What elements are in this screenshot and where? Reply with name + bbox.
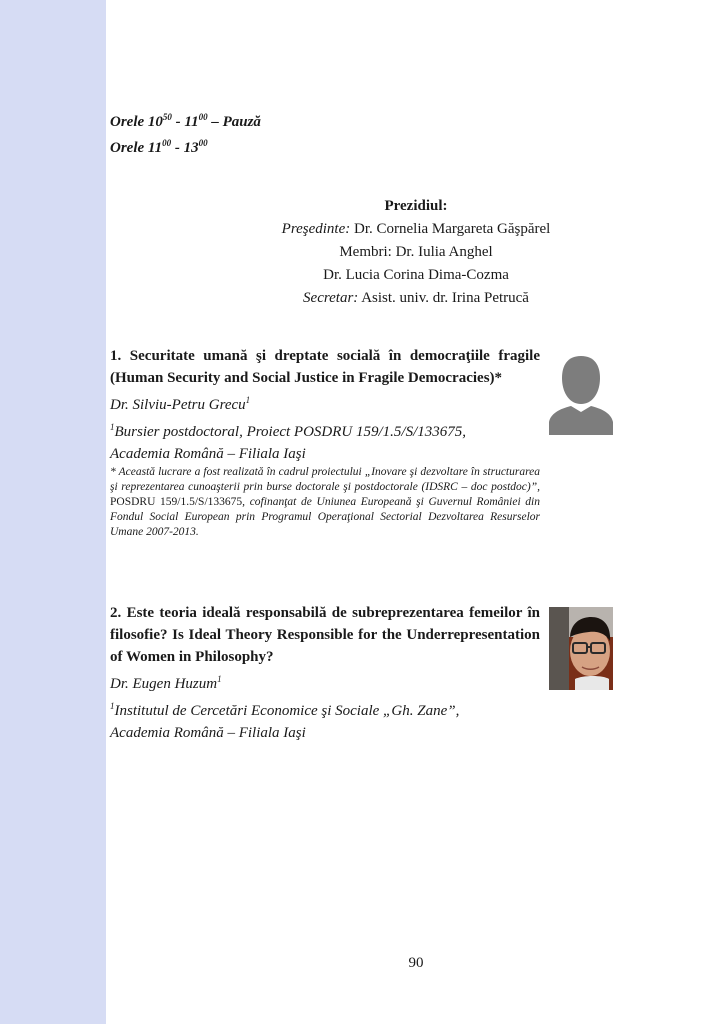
funding-footnote: * Această lucrare a fost realizată în cadrul proiectului „Inovare şi dezvoltare în structurarea şi reprezentarea cunoaşterii prin burse doctorale şi postdoctorale (IDSRC – doc postdoc)”, POSDRU 159/1.5/S/133675, cofinanţat de Uniunea Europeană şi Guvernul României din Fondul Social European prin Programul Operaţional Sectorial Dezvoltarea Resurselor Umane 2007-2013. [110, 466, 540, 538]
talk-affiliation: $^1$Institutul de Cercetări Economice şi Sociale „Gh. Zane”, Academia Română – Filiala Iaşi [110, 701, 460, 741]
document-page [106, 0, 726, 1024]
member-line-2: Dr. Lucia Corina Dima-Cozma [323, 267, 509, 283]
author-photo [549, 607, 613, 690]
talk-author: Dr. Eugen Huzum$^1$ [110, 674, 222, 692]
talk-item-1 [110, 345, 540, 540]
secretary-line: Secretar: Asist. univ. dr. Irina Petrucă [303, 290, 529, 306]
members-line: Membri: Dr. Iulia Anghel [339, 244, 493, 260]
session-time-line: Orele $11^{00} - 13^{00}$ [110, 138, 208, 156]
schedule-times [110, 107, 261, 159]
talk-title: 1. Securitate umană şi dreptate socială în democraţiile fragile (Human Security and Social Justice in Fragile Democracies)* [110, 348, 540, 386]
page-number: 90 [408, 955, 424, 971]
break-time-line: Orele $10^{50} - 11^{00}$ – Pauză [110, 112, 261, 130]
page-margin-band [0, 0, 106, 1024]
presidium-block [106, 195, 726, 310]
author-photo-placeholder [549, 352, 613, 435]
presidium-title: Prezidiul: [384, 198, 448, 214]
talk-author: Dr. Silviu-Petru Grecu$^1$ [110, 395, 251, 413]
talk-title: 2. Este teoria ideală responsabilă de subreprezentarea femeilor în filosofie? Is Ideal Theory Responsible for the Underrepresentation of Women in Philosophy? [110, 605, 540, 665]
talk-item-2 [110, 602, 540, 744]
talk-affiliation: $^1$Bursier postdoctoral, Proiect POSDRU 159/1.5/S/133675, Academia Română – Filiala Iaşi [110, 422, 467, 462]
president-line: Preşedinte: Dr. Cornelia Margareta Găşpărel [281, 221, 551, 237]
